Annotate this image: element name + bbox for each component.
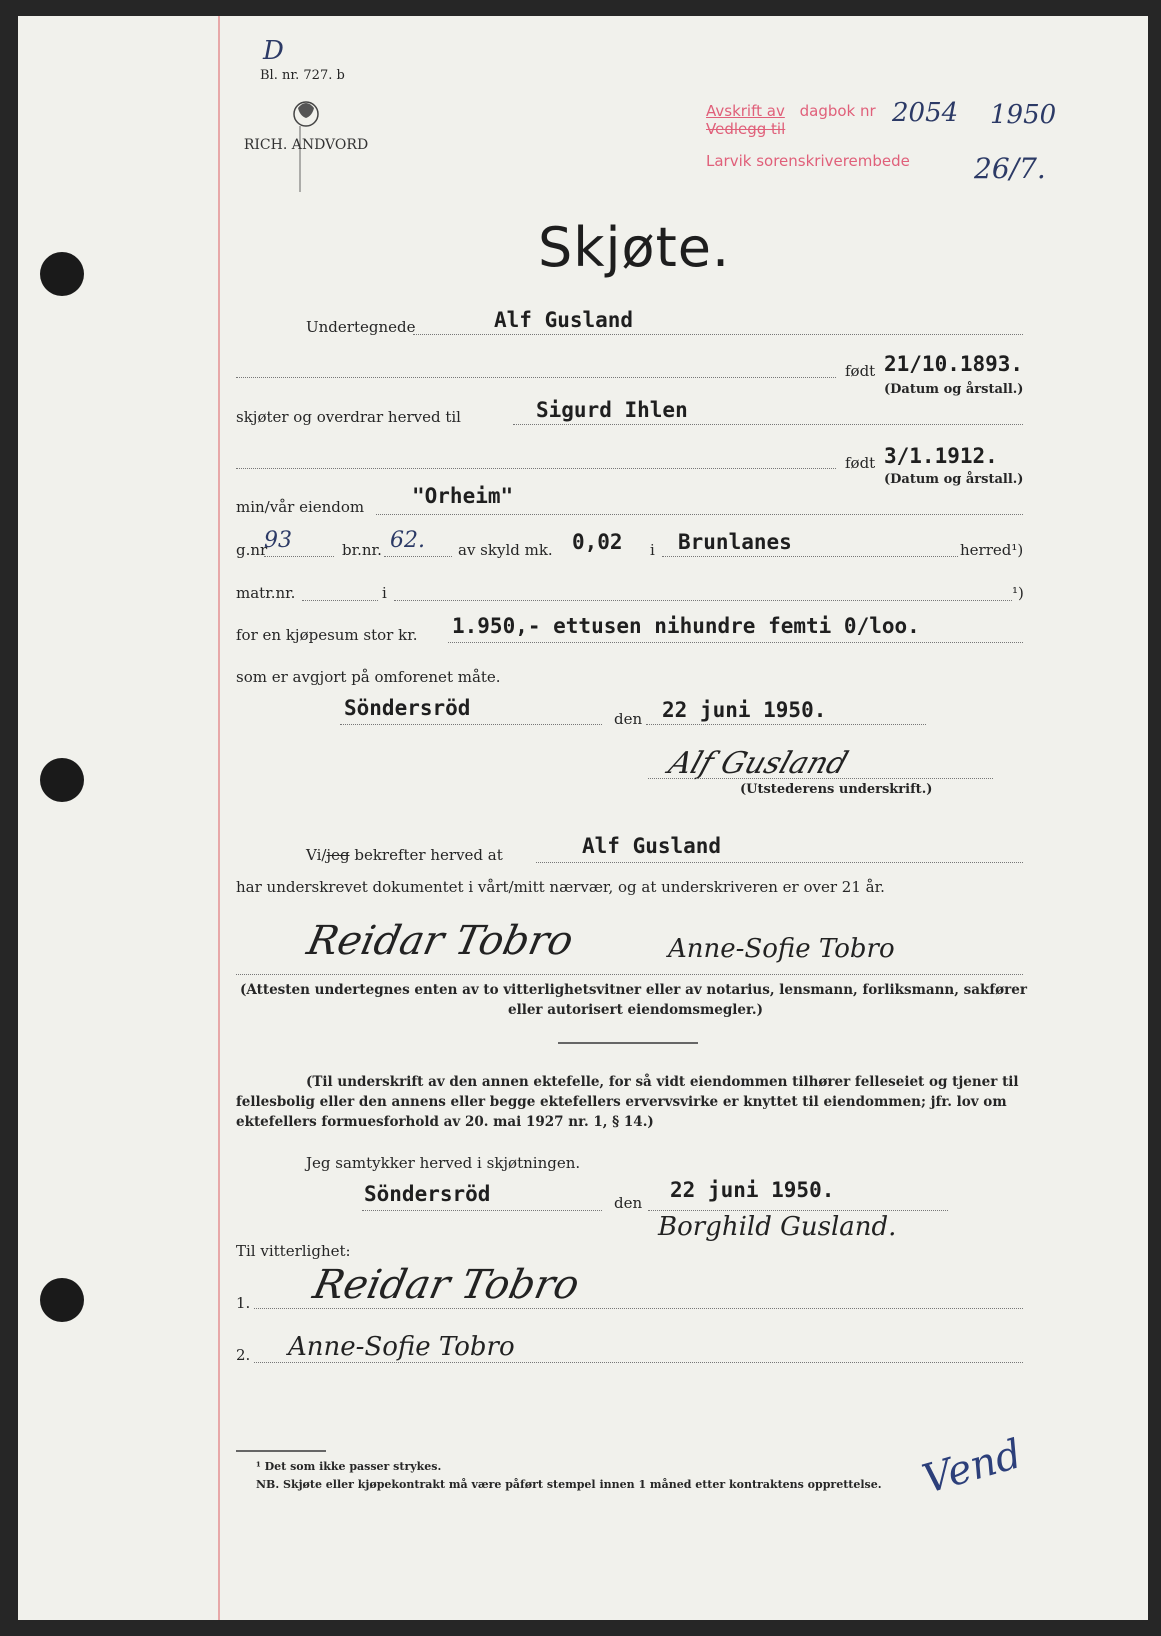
seller-name: Alf Gusland <box>494 308 634 332</box>
label-matrnr: matr.nr. <box>236 584 296 602</box>
journal-year: 1950 <box>990 100 1057 130</box>
punch-hole-bottom <box>40 1278 84 1322</box>
text-underskrevet: har underskrevet dokumentet i vårt/mitt nærvær, og at underskriveren er over 21 år. <box>236 878 885 896</box>
attestation-note-1: (Attesten undertegnes enten av to vitterlighetsvitner eller av notarius, lensmann, forliksmann, sakfører <box>240 982 1027 998</box>
footnote-divider <box>236 1450 326 1452</box>
label-brnr: br.nr. <box>342 541 382 559</box>
property-name: "Orheim" <box>412 484 514 508</box>
document-title: Skjøte. <box>538 216 731 279</box>
stamp-vedlegg: Vedlegg til <box>706 120 786 138</box>
spouse-note-2: fellesbolig eller den annens eller begge ektefellers ervervsvirke er knyttet til eiendommen; jfr. lov om <box>236 1094 1007 1110</box>
label-eiendom: min/vår eiendom <box>236 498 365 516</box>
stamp-dagbok: dagbok nr <box>799 102 876 120</box>
gnr-value: 93 <box>264 528 292 553</box>
journal-number: 2054 <box>892 98 959 128</box>
vend-mark: Vend <box>917 1431 1027 1503</box>
document-page <box>18 16 1148 1620</box>
witness-signature-1: Reidar Tobro <box>303 918 578 964</box>
label-skjoter: skjøter og overdrar herved til <box>236 408 461 426</box>
registration-date: 26/7. <box>974 152 1046 185</box>
label-skyld: av skyld mk. <box>458 541 553 559</box>
corner-mark: D <box>263 36 284 66</box>
skyld-value: 0,02 <box>572 530 623 554</box>
label-gnr: g.nr <box>236 541 268 559</box>
witness-signature-3: Reidar Tobro <box>309 1262 584 1308</box>
label-undertegnede: Undertegnede <box>306 318 416 336</box>
witness-line-number-2: 2. <box>236 1346 251 1364</box>
publisher-logo-text: RICH. ANDVORD <box>243 137 369 153</box>
date-1: 22 juni 1950. <box>662 698 827 722</box>
struck-jeg: jeg <box>326 846 350 864</box>
witness-signature-2: Anne-Sofie Tobro <box>668 934 895 964</box>
spouse-note-3: ektefellers formuesforhold av 20. mai 1927 nr. 1, § 14.) <box>236 1114 654 1130</box>
spouse-note-1: (Til underskrift av den annen ektefelle, for så vidt eiendommen tilhører felleseiet og tjener til <box>306 1074 1019 1090</box>
punch-hole-middle <box>40 758 84 802</box>
buyer-name: Sigurd Ihlen <box>536 398 688 422</box>
label-vi-jeg: Vi/jeg bekrefter herved at <box>306 846 503 864</box>
hint-datum-2: (Datum og årstall.) <box>884 472 1024 487</box>
footnote-1: ¹ Det som ikke passer strykes. <box>256 1460 442 1473</box>
witness-line-number-1: 1. <box>236 1294 251 1312</box>
footnote-2: NB. Skjøte eller kjøpekontrakt må være påført stempel innen 1 måned etter kontraktens opprettelse. <box>256 1478 882 1491</box>
footnote-mark: ¹) <box>1012 584 1024 602</box>
seller-signature: Alf Gusland <box>664 746 853 781</box>
label-kjopesum: for en kjøpesum stor kr. <box>236 626 418 644</box>
attested-name: Alf Gusland <box>582 834 722 858</box>
municipality: Brunlanes <box>678 530 792 554</box>
attestation-note-2: eller autorisert eiendomsmegler.) <box>508 1002 763 1018</box>
place-1: Söndersröd <box>344 696 471 720</box>
label-bekrefter: bekrefter herved at <box>354 846 503 864</box>
brnr-value: 62. <box>390 528 425 553</box>
text-samtykker: Jeg samtykker herved i skjøtningen. <box>306 1154 581 1172</box>
place-2: Söndersröd <box>364 1182 491 1206</box>
stamp-avskrift: Avskrift av <box>706 102 785 120</box>
label-i-1: i <box>650 541 655 559</box>
seller-birthdate: 21/10.1893. <box>884 352 1024 376</box>
form-number: Bl. nr. 727. b <box>260 68 345 83</box>
hint-datum-1: (Datum og årstall.) <box>884 382 1024 397</box>
label-herred: herred¹) <box>960 541 1024 559</box>
buyer-birthdate: 3/1.1912. <box>884 444 998 468</box>
hint-utsteder: (Utstederens underskrift.) <box>740 782 933 797</box>
publisher-logo <box>236 92 376 192</box>
label-fodt-1: født <box>845 362 876 380</box>
date-2: 22 juni 1950. <box>670 1178 835 1202</box>
punch-hole-top <box>40 252 84 296</box>
purchase-price: 1.950,- ettusen nihundre femti 0/loo. <box>452 614 920 638</box>
label-fodt-2: født <box>845 454 876 472</box>
label-i-2: i <box>382 584 387 602</box>
label-den-1: den <box>614 710 643 728</box>
label-vitterlighet: Til vitterlighet: <box>236 1242 351 1260</box>
stamp-line-1 <box>706 102 876 120</box>
stamp-office: Larvik sorenskriverembede <box>706 152 910 170</box>
margin-line <box>218 16 220 1620</box>
label-den-2: den <box>614 1194 643 1212</box>
text-avgjort: som er avgjort på omforenet måte. <box>236 668 501 686</box>
witness-signature-4: Anne-Sofie Tobro <box>288 1332 515 1362</box>
spouse-signature: Borghild Gusland. <box>658 1212 897 1242</box>
divider <box>558 1042 698 1044</box>
